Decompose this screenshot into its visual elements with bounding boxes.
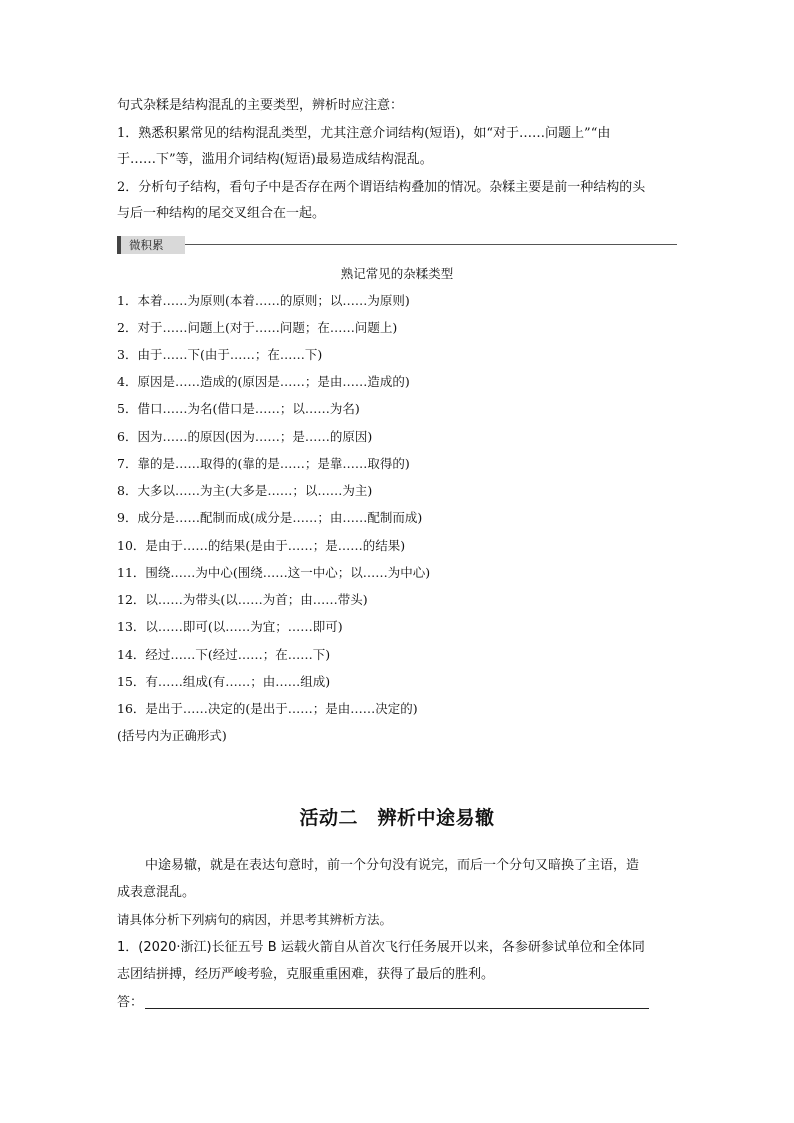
list-title: 熟记常见的杂糅类型 xyxy=(340,266,454,281)
activity-title: 活动二 辨析中途易辙 xyxy=(299,807,495,829)
section-divider xyxy=(185,244,677,245)
list-item: 4．原因是……造成的(原因是……；是由……造成的) xyxy=(117,374,410,389)
question-1: 1．(2020·浙江)长征五号 B 运载火箭自从首次飞行任务展开以来，各参研参试单位和全体同 xyxy=(117,940,645,955)
list-item: 8．大多以……为主(大多是……；以……为主) xyxy=(117,483,373,498)
section-tag-label: 微积累 xyxy=(117,236,185,254)
activity-paragraph: 中途易辙，就是在表达句意时，前一个分句没有说完，而后一个分句又暗换了主语，造 xyxy=(145,858,640,873)
list-item: 14．经过……下(经过……；在……下) xyxy=(117,647,331,662)
list-item: 1．本着……为原则(本着……的原则；以……为原则) xyxy=(117,293,410,308)
list-item: 6．因为……的原因(因为……；是……的原因) xyxy=(117,429,373,444)
list-item: 16．是出于……决定的(是出于……；是由……决定的) xyxy=(117,701,418,716)
list-item: 15．有……组成(有……；由……组成) xyxy=(117,674,331,689)
activity-paragraph-cont: 成表意混乱。 xyxy=(117,885,196,900)
intro-lead: 句式杂糅是结构混乱的主要类型，辨析时应注意： xyxy=(117,98,404,113)
list-item: 10．是由于……的结果(是由于……；是……的结果) xyxy=(117,538,406,553)
list-item: 3．由于……下(由于……；在……下) xyxy=(117,347,323,362)
list-item: 2．对于……问题上(对于……问题；在……问题上) xyxy=(117,320,398,335)
intro-point-2: 2．分析句子结构，看句子中是否存在两个谓语结构叠加的情况。杂糅主要是前一种结构的头 xyxy=(117,180,646,195)
list-note: (括号内为正确形式) xyxy=(117,728,227,743)
intro-point-2-cont: 与后一种结构的尾交叉组合在一起。 xyxy=(117,206,326,221)
list-item: 11．围绕……为中心(围绕……这一中心；以……为中心) xyxy=(117,565,431,580)
list-item: 9．成分是……配制而成(成分是……；由……配制而成) xyxy=(117,510,423,525)
question-1-cont: 志团结拼搏，经历严峻考验，克服重重困难，获得了最后的胜利。 xyxy=(117,967,495,982)
activity-instruction: 请具体分析下列病句的病因，并思考其辨析方法。 xyxy=(117,912,393,927)
list-item: 13．以……即可(以……为宜；……即可) xyxy=(117,619,343,634)
list-item: 7．靠的是……取得的(靠的是……；是靠……取得的) xyxy=(117,456,410,471)
list-item: 12．以……为带头(以……为首；由……带头) xyxy=(117,592,368,607)
intro-point-1: 1．熟悉积累常见的结构混乱类型，尤其注意介词结构(短语)，如“对于……问题上”“由 xyxy=(117,126,611,141)
answer-underline xyxy=(145,1008,649,1009)
list-item: 5．借口……为名(借口是……；以……为名) xyxy=(117,401,360,416)
answer-label: 答： xyxy=(117,995,144,1010)
answer-field[interactable] xyxy=(117,993,657,1013)
intro-point-1-cont: 于……下”等，滥用介词结构(短语)最易造成结构混乱。 xyxy=(117,152,433,167)
section-tag-bar xyxy=(117,236,677,254)
